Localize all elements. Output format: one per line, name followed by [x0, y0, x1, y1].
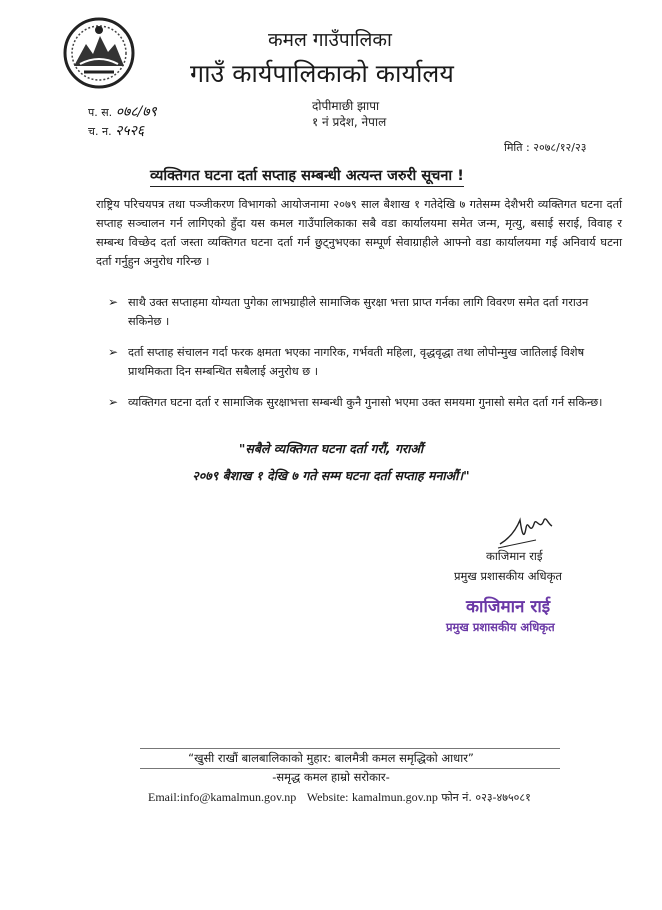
- signatory-name: काजिमान राई: [486, 549, 543, 563]
- footer-tagline: -समृद्ध कमल हाम्रो सरोकार-: [272, 770, 390, 784]
- website-label: Website:: [306, 790, 349, 804]
- cn-value: २५२६: [115, 123, 145, 139]
- arrow-bullet-icon: ➢: [108, 295, 119, 309]
- date-label: मिति :: [504, 141, 530, 154]
- ps-reference: [88, 102, 157, 121]
- arrow-bullet-icon: ➢: [108, 395, 119, 409]
- slogan-line-2: २०७९ बैशाख १ देखि ७ गते सम्म घटना दर्ता सप्ताह मनाऔं।": [192, 468, 470, 483]
- website-link[interactable]: kamalmun.gov.np: [351, 790, 438, 804]
- notice-title: व्यक्तिगत घटना दर्ता सप्ताह सम्बन्धी अत्यन्त जरुरी सूचना !: [150, 165, 464, 187]
- motto-text: खुसी राखौं बालबालिकाको मुहार: बालमैत्री कमल समृद्धिको आधार: [194, 751, 468, 765]
- email-link[interactable]: info@kamalmun.gov.np: [180, 790, 297, 804]
- cn-reference: [88, 121, 144, 140]
- phone-number: ०२३-४७५०८१: [475, 791, 531, 804]
- tagline-text: समृद्ध कमल हाम्रो सरोकार: [276, 770, 386, 784]
- signatory-title: प्रमुख प्रशासकीय अधिकृत: [454, 569, 562, 583]
- arrow-bullet-icon: ➢: [108, 345, 119, 359]
- office-address: [312, 98, 386, 130]
- footer-divider: [140, 768, 560, 769]
- list-item: [108, 393, 624, 412]
- contact-info: [148, 790, 531, 805]
- signature-icon: [496, 510, 556, 550]
- address-line-2: १ नं प्रदेश, नेपाल: [312, 115, 387, 129]
- ps-label: प. स.: [88, 106, 113, 119]
- slogan-line-1: "सबैले व्यक्तिगत घटना दर्ता गरौं, गराऔं: [238, 441, 424, 456]
- email-label: Email:: [148, 790, 180, 804]
- footer-divider: [140, 748, 560, 749]
- notice-body: राष्ट्रिय परिचयपत्र तथा पञ्जीकरण विभागको आयोजनामा २०७९ साल बैशाख १ गतेदेखि ७ गतेसम्म देशैभरी व्यक्तिगत घटना दर्ता सप्ताह सञ्चालन गर्न लागिएको हुँदा यस कमल गाउँपालिकाका सबै वडा कार्यालयमा समेत जन्म, मृत्यु, बसाई सराई, विवाह र सम्बन्ध विच्छेद दर्ता जस्ता व्यक्तिगत घटना दर्ता गर्न छुट्नुभएका सम्पूर्ण सेवाग्राहीले आफ्नो वडा कार्यालयमा गई अनिवार्य घटना दर्ता गर्नुहुन अनुरोध गरिन्छ ।: [96, 198, 622, 268]
- address-line-1: दोपीमाछी झापा: [312, 99, 380, 113]
- office-name: गाउँ कार्यपालिकाको कार्यालय: [190, 59, 454, 88]
- list-item: [108, 343, 624, 381]
- date: [504, 140, 586, 155]
- municipality-name: कमल गाउँपालिका: [268, 29, 392, 51]
- bullet-text: दर्ता सप्ताह संचालन गर्दा फरक क्षमता भएका नागरिक, गर्भवती महिला, वृद्धवृद्धा तथा लोपोन्मुख जातिलाई विशेष प्राथमिकता दिन सम्बन्धित सबैलाई अनुरोध छ ।: [128, 346, 585, 378]
- stamp-title: प्रमुख प्रशासकीय अधिकृत: [446, 620, 555, 634]
- bullet-text: साथै उक्त सप्ताहमा योग्यता पुगेका लाभग्राहीले सामाजिक सुरक्षा भत्ता प्राप्त गर्नका लागि विवरण समेत दर्ता गराउन सकिनेछ ।: [128, 296, 589, 328]
- date-value: २०७८/१२/२३: [533, 141, 587, 154]
- phone-label: फोन नं.: [441, 791, 472, 804]
- footer-motto: “खुसी राखौं बालबालिकाको मुहार: बालमैत्री कमल समृद्धिको आधार”: [188, 751, 474, 765]
- list-item: [108, 293, 624, 331]
- nepal-emblem-icon: [60, 14, 138, 92]
- bullet-list: [108, 293, 624, 424]
- ps-value: ०७८/७९: [115, 104, 157, 120]
- stamp-name: काजिमान राई: [466, 597, 551, 617]
- cn-label: च. न.: [88, 125, 112, 138]
- bullet-text: व्यक्तिगत घटना दर्ता र सामाजिक सुरक्षाभत्ता सम्बन्धी कुनै गुनासो भएमा उक्त समयमा गुनासो समेत दर्ता गर्न सकिन्छ।: [128, 396, 603, 409]
